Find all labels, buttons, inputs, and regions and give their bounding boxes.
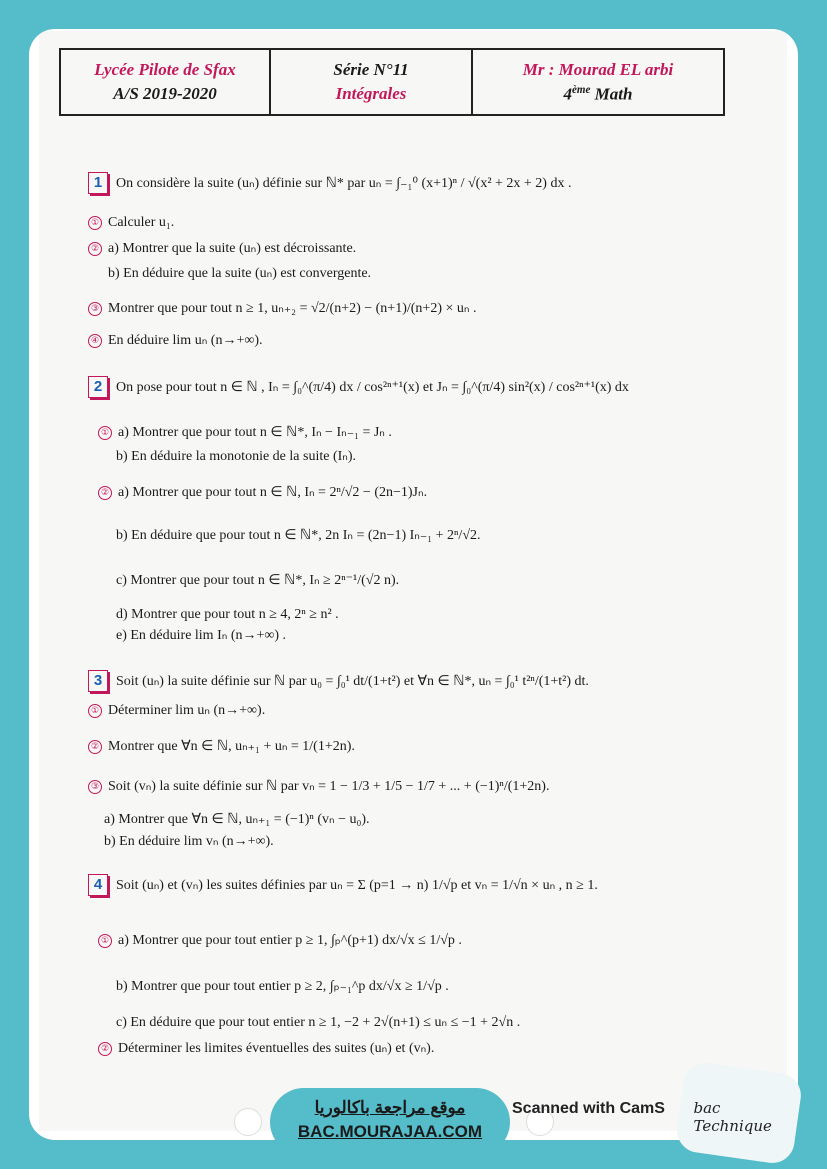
exercise-2-question-1b: b) En déduire la monotonie de la suite (Iₙ).: [116, 449, 357, 464]
site-banner-arabic[interactable]: موقع مراجعة باكالوريا: [314, 1098, 466, 1117]
exercise-3-question-3a: a) Montrer que ∀n ∈ ℕ, uₙ₊₁ = (−1)ⁿ (vₙ − u₀).: [104, 812, 370, 827]
exercise-4-question-1a: ① a) Montrer que pour tout entier p ≥ 1, ∫ₚ^(p+1) dx/√x ≤ 1/√p .: [98, 932, 462, 949]
series-subject: Intégrales: [335, 84, 407, 103]
teacher-name: Mr : Mourad EL arbi: [522, 59, 674, 79]
exercise-2-question-2e: e) En déduire lim Iₙ (n→+∞) .: [116, 628, 287, 643]
site-banner-url[interactable]: BAC.MOURAJAA.COM: [297, 1122, 483, 1141]
exercise-4-intro: 4 Soit (uₙ) et (vₙ) les suites définies par uₙ = Σ (p=1 → n) 1/√p et vₙ = 1/√n × uₙ , n ≥ 1.: [88, 874, 598, 896]
exercise-2-intro: 2 On pose pour tout n ∈ ℕ , Iₙ = ∫₀^(π/4) dx / cos²ⁿ⁺¹(x) et Jₙ = ∫₀^(π/4) sin²(x) / cos²ⁿ⁺¹(x) dx: [88, 376, 629, 398]
exercise-2-question-2d: d) Montrer que pour tout n ≥ 4, 2ⁿ ≥ n² .: [116, 607, 339, 622]
exercise-2-question-2c: c) Montrer que pour tout n ∈ ℕ*, Iₙ ≥ 2ⁿ⁻¹/(√2 n).: [116, 573, 400, 588]
site-logo-left-icon: [234, 1108, 262, 1136]
bac-technique-badge: bac Technique: [674, 1060, 803, 1166]
exercise-1-question-4: ④ En déduire lim uₙ (n→+∞).: [88, 332, 262, 349]
exercise-2-question-2a: ② a) Montrer que pour tout n ∈ ℕ, Iₙ = 2ⁿ/√2 − (2n−1)Jₙ.: [98, 484, 427, 501]
exercise-2-question-1a: ① a) Montrer que pour tout n ∈ ℕ*, Iₙ − Iₙ₋₁ = Jₙ .: [98, 424, 392, 441]
header-school-cell: [61, 50, 271, 114]
school-name: Lycée Pilote de Sfax: [94, 60, 236, 79]
header-teacher-cell: [473, 50, 723, 114]
exercise-1-badge: 1: [88, 172, 108, 194]
exercise-3-intro: 3 Soit (uₙ) la suite définie sur ℕ par u₀ = ∫₀¹ dt/(1+t²) et ∀n ∈ ℕ*, uₙ = ∫₀¹ t²ⁿ/(1+t²) dt.: [88, 670, 589, 692]
site-banner[interactable]: [270, 1088, 510, 1156]
exercise-3-badge: 3: [88, 670, 108, 692]
exercise-2-badge: 2: [88, 376, 108, 398]
class-level: 4ème Math: [563, 83, 633, 104]
exercise-3-question-3b: b) En déduire lim vₙ (n→+∞).: [104, 834, 274, 849]
scanner-watermark: Scanned with CamS: [512, 1100, 665, 1117]
exercise-1-intro: 1 On considère la suite (uₙ) définie sur ℕ* par uₙ = ∫₋₁⁰ (x+1)ⁿ / √(x² + 2x + 2) dx .: [88, 172, 571, 194]
header-table: [59, 48, 725, 116]
header-series-cell: [271, 50, 473, 114]
exercise-3-question-3: ③ Soit (vₙ) la suite définie sur ℕ par vₙ = 1 − 1/3 + 1/5 − 1/7 + ... + (−1)ⁿ/(1+2n).: [88, 778, 549, 795]
exercise-4-question-1c: c) En déduire que pour tout entier n ≥ 1, −2 + 2√(n+1) ≤ uₙ ≤ −1 + 2√n .: [116, 1015, 521, 1030]
exercise-3-question-2: ② Montrer que ∀n ∈ ℕ, uₙ₊₁ + uₙ = 1/(1+2n).: [88, 738, 355, 755]
exercise-4-question-2: ② Déterminer les limites éventuelles des suites (uₙ) et (vₙ).: [98, 1040, 434, 1057]
exercise-3-question-1: ① Déterminer lim uₙ (n→+∞).: [88, 702, 265, 719]
exercise-1-question-3: ③ Montrer que pour tout n ≥ 1, uₙ₊₂ = √2/(n+2) − (n+1)/(n+2) × uₙ .: [88, 300, 476, 317]
school-year: A/S 2019-2020: [113, 84, 217, 103]
exercise-4-badge: 4: [88, 874, 108, 896]
exercise-4-question-1b: b) Montrer que pour tout entier p ≥ 2, ∫ₚ₋₁^p dx/√x ≥ 1/√p .: [116, 979, 449, 994]
exercise-1-question-2a: ② a) Montrer que la suite (uₙ) est décroissante.: [88, 240, 356, 257]
series-number: Série N°11: [333, 60, 409, 79]
exercise-2-question-2b: b) En déduire que pour tout n ∈ ℕ*, 2n Iₙ = (2n−1) Iₙ₋₁ + 2ⁿ/√2.: [116, 528, 481, 543]
exercise-1-question-1: ① Calculer u₁.: [88, 214, 174, 231]
exercise-1-question-2b: b) En déduire que la suite (uₙ) est convergente.: [108, 266, 372, 281]
